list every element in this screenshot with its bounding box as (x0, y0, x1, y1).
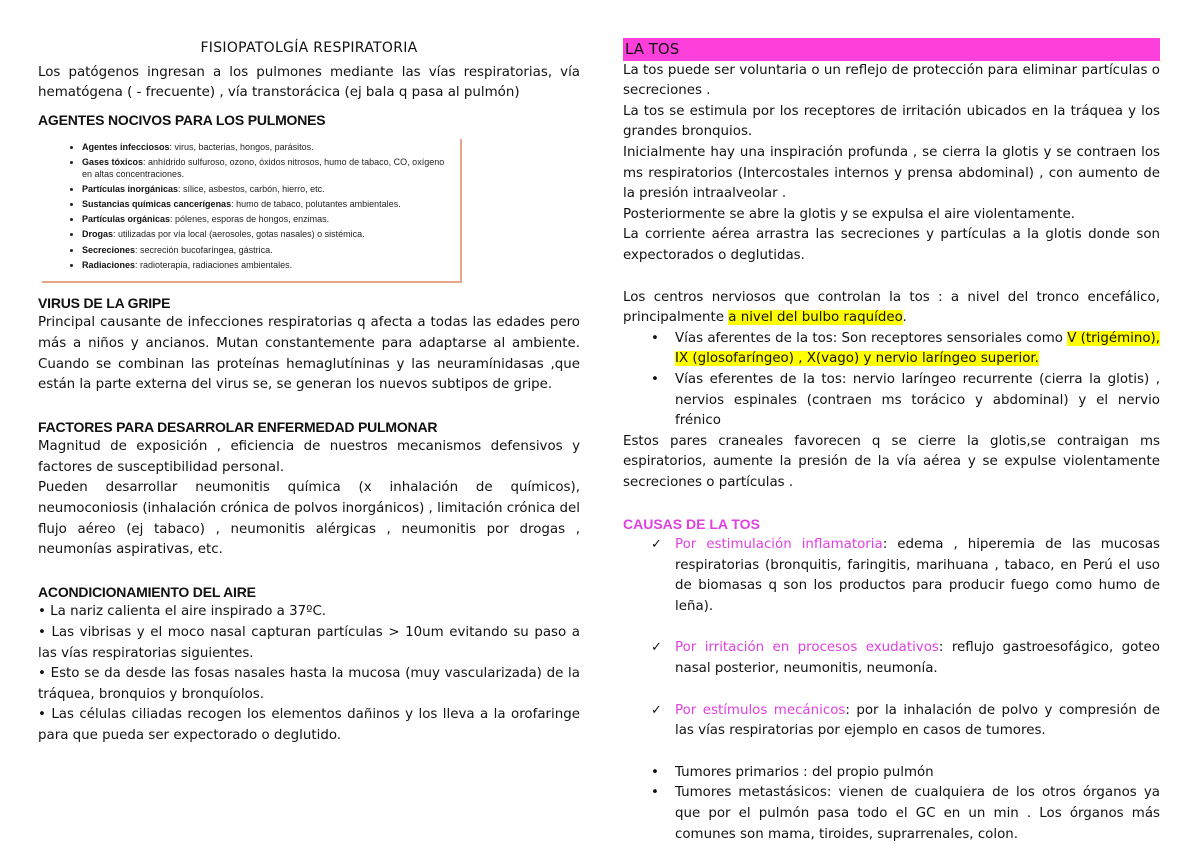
check-icon: ✓ (651, 702, 662, 718)
tos-paragraph: La tos se estimula por los receptores de irritación ubicados en la tráquea y los grandes bronquios. (623, 103, 1160, 140)
agente-item: • Secreciones: secreción bucofaríngea, gástrica. (82, 245, 450, 257)
aire-heading: ACONDICIONAMIENTO DEL AIRE (38, 583, 256, 600)
bullet-icon: • (651, 785, 659, 801)
causa-item: ✓ Por estimulación inflamatoria: edema , hiperemia de las mucosas respiratorias (bronquitis, faringitis, marihuana , tabaco, en Perú el uso de biomasas q son los productos para producir fuego como humo de leña). (651, 537, 1160, 614)
agentes-figure (42, 139, 462, 282)
bullet-icon: • (651, 371, 659, 387)
aire-item: • Las vibrisas y el moco nasal capturan partículas > 10um evitando su paso a las vías respiratorias siguientes. (38, 625, 580, 661)
agente-item: • Drogas: utilizadas por vía local (aerosoles, gotas nasales) o sistémica. (82, 229, 450, 241)
vias-eferentes-item: • Vías eferentes de la tos: nervio laríngeo recurrente (cierra la glotis) , nervios espinales (contraen ms torácico y abdominal) y el nervio frénico (651, 371, 1160, 429)
highlight-nervios: V (trigémino), IX (glosofaríngeo) , X(vago) y nervio laríngeo superior. (675, 330, 1161, 367)
aire-item: • La nariz calienta el aire inspirado a 37ºC. (38, 604, 327, 620)
agente-item: • Partículas orgánicas: pólenes, esporas de hongos, enzimas. (82, 214, 450, 226)
right-column (623, 38, 1160, 845)
agentes-heading: AGENTES NOCIVOS PARA LOS PULMONES (38, 111, 326, 128)
centros-paragraph: Los centros nerviosos que controlan la tos : a nivel del tronco encefálico, principalmente a nivel del bulbo raquídeo. (623, 289, 1160, 326)
tumor-item: • Tumores metastásicos: vienen de cualquiera de los otros órganos ya que por el pulmón pasa todo el GC en un min . Los órganos más comunes son mama, tiroides, suprarrenales, colon. (651, 785, 1160, 842)
aire-item: • Las células ciliadas recogen los elementos dañinos y los lleva a la orofaringe para que pueda ser expectorado o deglutido. (38, 707, 580, 743)
page-title: FISIOPATOLGÍA RESPIRATORIA (200, 40, 418, 56)
check-icon: ✓ (651, 640, 662, 656)
tos-paragraph: La tos puede ser voluntaria o un reflejo de protección para eliminar partículas o secreciones . (623, 62, 1160, 99)
agente-item: • Radiaciones: radioterapia, radiaciones ambientales. (82, 260, 450, 272)
virus-paragraph: Principal causante de infecciones respiratorias q afecta a todas las edades pero más a niños y ancianos. Mutan constantemente para adaptarse al ambiente. Cuando se combinan las proteínas hemaglutíninas y las neuramínidasas ,que están la parte externa del virus se, se generan los nuevos subtipos de gripe. (38, 315, 580, 393)
intro-paragraph: Los patógenos ingresan a los pulmones mediante las vías respiratorias, vía hematógena ( - frecuente) , vía transtorácica (ej bala q pasa al pulmón) (38, 64, 580, 101)
causas-heading: CAUSAS DE LA TOS (623, 516, 760, 533)
factores-paragraph-2: Pueden desarrollar neumonitis química (x inhalación de químicos), neumoconiosis (inhalación crónica de polvos inorgánicos) , limitación crónica del flujo aéreo (ej tabaco) , neumonitis alérgicas , neumonitis por drogas , neumonías aspirativas, etc. (38, 480, 580, 558)
agente-item: • Sustancias químicas cancerígenas: humo de tabaco, polutantes ambientales. (82, 199, 450, 211)
vias-aferentes-item: • Vías aferentes de la tos: Son receptores sensoriales como V (trigémino), IX (glosofaríngeo) , X(vago) y nervio laríngeo superior. (651, 330, 1161, 367)
check-icon: ✓ (651, 537, 662, 553)
tos-heading: LA TOS (623, 38, 1160, 61)
tos-paragraph: La corriente aérea arrastra las secreciones y partículas a la glotis donde son expectorados o deglutidas. (623, 227, 1160, 263)
tumor-item: • Tumores primarios : del propio pulmón (623, 763, 1160, 784)
agente-item: • Agentes infecciosos: virus, bacterias, hongos, parásitos. (82, 142, 450, 154)
highlight-bulbo: a nivel del bulbo raquídeo (728, 310, 903, 326)
pares-paragraph: Estos pares craneales favorecen q se cierre la glotis,se contraigan ms espiratorios, aumente la presión de la vía aérea y se expulse violentamente secreciones o partículas . (623, 433, 1160, 490)
left-column (38, 38, 580, 747)
tos-paragraph: Inicialmente hay una inspiración profunda , se cierra la glotis y se contraen los ms respiratorios (Intercostales internos y prensa abdominal) , con aumento de la presión intraalveolar . (623, 144, 1160, 202)
factores-paragraph-1: Magnitud de exposición , eficiencia de nuestros mecanismos defensivos y factores de susceptibilidad personal. (38, 439, 580, 475)
virus-heading: VIRUS DE LA GRIPE (38, 294, 171, 311)
factores-heading: FACTORES PARA DESARROLAR ENFERMEDAD PULMONAR (38, 418, 438, 435)
agente-item: • Partículas inorgánicas: sílice, asbestos, carbón, hierro, etc. (82, 184, 450, 196)
bullet-icon: • (651, 764, 659, 780)
causa-item: ✓ Por estímulos mecánicos: por la inhalación de polvo y compresión de las vías respiratorias por ejemplo en casos de tumores. (651, 702, 1160, 739)
aire-item: • Esto se da desde las fosas nasales hasta la mucosa (muy vascularizada) de la tráquea, bronquios y bronquíolos. (38, 666, 580, 702)
agente-item: • Gases tóxicos: anhídrido sulfuroso, ozono, óxidos nitrosos, humo de tabaco, CO, oxígeno en altas concentraciones. (82, 157, 450, 180)
causa-item: ✓ Por irritación en procesos exudativos: reflujo gastroesofágico, goteo nasal posterior, neumonitis, neumonía. (651, 640, 1160, 677)
tos-paragraph: Posteriormente se abre la glotis y se expulsa el aire violentamente. (623, 206, 1075, 222)
bullet-icon: • (651, 330, 659, 346)
